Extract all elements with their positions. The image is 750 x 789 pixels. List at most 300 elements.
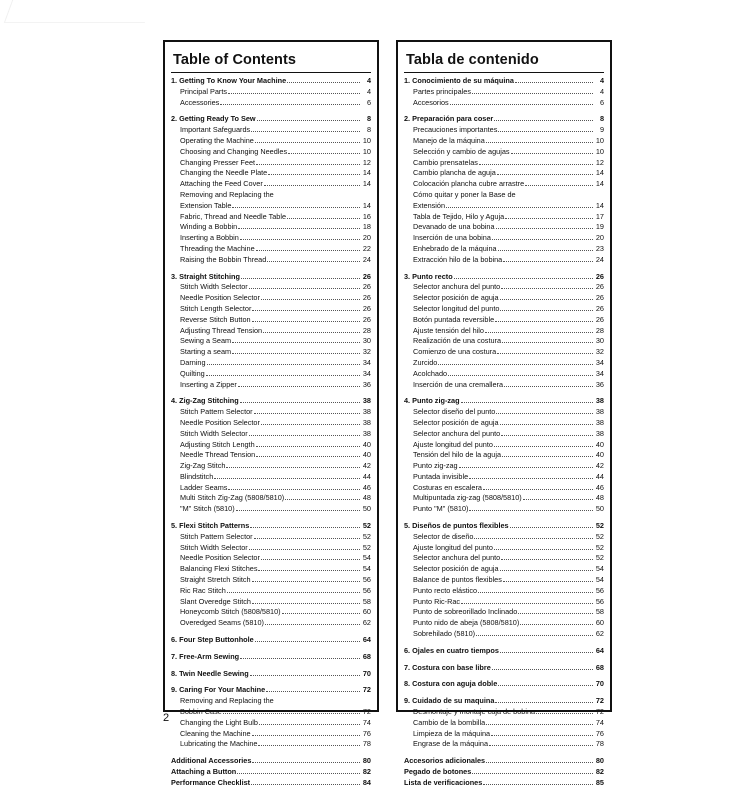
entry-label: Punto Ric-Rac bbox=[413, 596, 461, 606]
dot-leader bbox=[446, 206, 593, 208]
entry-page-number: 14 bbox=[595, 200, 604, 210]
entry-page-number: 76 bbox=[595, 728, 604, 738]
toc-entry bbox=[404, 440, 604, 451]
toc-section-entry bbox=[171, 652, 371, 663]
dot-leader bbox=[496, 227, 593, 229]
entry-page-number: 38 bbox=[595, 396, 604, 406]
entry-label: Punto de sobreorillado Inclinado bbox=[413, 607, 518, 617]
toc-entry bbox=[171, 222, 371, 233]
dot-leader bbox=[500, 423, 593, 425]
toc-section-entry bbox=[171, 272, 371, 283]
entry-page-number: 26 bbox=[595, 271, 604, 281]
dot-leader bbox=[450, 103, 593, 105]
toc-entry bbox=[171, 233, 371, 244]
dot-leader bbox=[268, 173, 360, 175]
entry-page-number: 54 bbox=[362, 553, 371, 563]
entry-page-number: 68 bbox=[595, 662, 604, 672]
dot-leader bbox=[494, 548, 593, 550]
dot-leader bbox=[472, 92, 593, 94]
entry-page-number: 85 bbox=[595, 777, 604, 787]
entry-label: 9. Cuidado de su maquina bbox=[404, 696, 495, 706]
scan-corner-mark bbox=[4, 0, 153, 23]
dot-leader bbox=[261, 423, 360, 425]
toc-entry bbox=[171, 326, 371, 337]
entry-label: Enhebrado de la máquina bbox=[413, 243, 497, 253]
title-divider bbox=[404, 72, 604, 73]
dot-leader bbox=[501, 558, 593, 560]
dot-leader bbox=[238, 385, 360, 387]
dot-leader bbox=[240, 657, 360, 659]
toc-entry bbox=[171, 212, 371, 223]
toc-section-entry bbox=[404, 396, 604, 407]
entry-label: Stitch Width Selector bbox=[180, 542, 248, 552]
toc-entry bbox=[171, 718, 371, 729]
entry-page-number: 28 bbox=[362, 325, 371, 335]
toc-entry bbox=[404, 429, 604, 440]
entry-label: Puntada invisible bbox=[413, 471, 469, 481]
entry-page-number: 80 bbox=[595, 756, 604, 766]
dot-leader bbox=[525, 184, 593, 186]
toc-section-entry bbox=[404, 679, 604, 690]
entry-label: Stitch Pattern Selector bbox=[180, 531, 253, 541]
entry-page-number: 84 bbox=[362, 777, 371, 787]
entry-page-number: 52 bbox=[595, 531, 604, 541]
dot-leader bbox=[504, 385, 593, 387]
entry-page-number: 40 bbox=[362, 450, 371, 460]
toc-entry bbox=[171, 729, 371, 740]
entry-page-number: 44 bbox=[362, 471, 371, 481]
entry-label: Accessories bbox=[180, 97, 220, 107]
dot-leader bbox=[256, 455, 360, 457]
toc-entry bbox=[171, 564, 371, 575]
entry-page-number: 23 bbox=[595, 243, 604, 253]
dot-leader bbox=[486, 141, 593, 143]
toc-entry bbox=[404, 212, 604, 223]
entry-page-number: 52 bbox=[595, 542, 604, 552]
dot-leader bbox=[232, 341, 360, 343]
entry-label: Ric Rac Stitch bbox=[180, 585, 226, 595]
toc-entry bbox=[404, 304, 604, 315]
dot-leader bbox=[250, 674, 360, 676]
dot-leader bbox=[486, 761, 593, 763]
toc-entry bbox=[171, 472, 371, 483]
entry-page-number: 40 bbox=[362, 439, 371, 449]
entry-label: Inserción de una cremallera bbox=[413, 379, 504, 389]
entry-label: Cambio prensatelas bbox=[413, 157, 478, 167]
entry-page-number: 72 bbox=[595, 696, 604, 706]
toc-entry bbox=[404, 607, 604, 618]
entry-label: Sobrehilado (5810) bbox=[413, 629, 476, 639]
dot-leader bbox=[495, 701, 593, 703]
toc-entry bbox=[404, 575, 604, 586]
toc-entry bbox=[404, 739, 604, 750]
entry-label: Multi Stitch Zig-Zag (5808/5810) bbox=[180, 493, 285, 503]
toc-section-entry bbox=[404, 521, 604, 532]
toc-entry bbox=[404, 380, 604, 391]
entry-label: Balance de puntos flexibles bbox=[413, 575, 502, 585]
toc-entry bbox=[171, 168, 371, 179]
dot-leader bbox=[498, 249, 593, 251]
toc-entry bbox=[171, 358, 371, 369]
entry-page-number: 52 bbox=[595, 521, 604, 531]
toc-entry bbox=[404, 553, 604, 564]
title-divider bbox=[171, 72, 371, 73]
entry-page-number: 54 bbox=[362, 564, 371, 574]
entry-label: Fabric, Thread and Needle Table bbox=[180, 211, 287, 221]
toc-section-entry bbox=[404, 767, 604, 778]
entry-page-number: 64 bbox=[362, 635, 371, 645]
toc-entry bbox=[171, 440, 371, 451]
entry-label: Selector diseño del punto bbox=[413, 407, 496, 417]
entry-label: Colocación plancha cubre arrastre bbox=[413, 179, 525, 189]
entry-label: Straight Stretch Stitch bbox=[180, 575, 251, 585]
entry-label: Lubricating the Machine bbox=[180, 739, 258, 749]
dot-leader bbox=[252, 320, 360, 322]
dot-leader bbox=[255, 141, 360, 143]
dot-leader bbox=[438, 363, 593, 365]
toc-section-entry bbox=[171, 669, 371, 680]
entry-label: 2. Preparación para coser bbox=[404, 114, 494, 124]
dot-leader bbox=[264, 184, 360, 186]
entry-label: Adjusting Stitch Length bbox=[180, 439, 255, 449]
entry-page-number: 44 bbox=[595, 471, 604, 481]
dot-leader bbox=[498, 684, 593, 686]
toc-entry bbox=[171, 125, 371, 136]
entry-label: Extension Table bbox=[180, 200, 232, 210]
dot-leader bbox=[251, 130, 360, 132]
dot-leader bbox=[238, 227, 360, 229]
entry-label: Darning bbox=[180, 357, 206, 367]
entry-page-number: 14 bbox=[362, 168, 371, 178]
entry-page-number: 46 bbox=[595, 482, 604, 492]
toc-entry bbox=[171, 304, 371, 315]
dot-leader bbox=[265, 623, 360, 625]
dot-leader bbox=[520, 623, 593, 625]
entry-label: 4. Punto zig-zag bbox=[404, 396, 460, 406]
dot-leader bbox=[254, 537, 360, 539]
entry-page-number: 38 bbox=[595, 417, 604, 427]
toc-entry bbox=[404, 504, 604, 515]
toc-section-entry bbox=[404, 272, 604, 283]
entry-label: Sewing a Seam bbox=[180, 336, 232, 346]
dot-leader bbox=[226, 466, 360, 468]
toc-section-entry bbox=[404, 696, 604, 707]
entry-page-number: 14 bbox=[362, 200, 371, 210]
entry-page-number: 14 bbox=[362, 179, 371, 189]
dot-leader bbox=[501, 287, 593, 289]
entry-page-number: 36 bbox=[362, 379, 371, 389]
dot-leader bbox=[285, 498, 360, 500]
dot-leader bbox=[252, 602, 360, 604]
entry-page-number: 68 bbox=[362, 651, 371, 661]
dot-leader bbox=[220, 103, 360, 105]
dot-leader bbox=[228, 488, 360, 490]
dot-leader bbox=[483, 488, 593, 490]
entry-page-number: 14 bbox=[595, 179, 604, 189]
entry-page-number: 72 bbox=[362, 685, 371, 695]
entry-page-number: 4 bbox=[366, 86, 371, 96]
entry-label: Precauciones importantes bbox=[413, 125, 498, 135]
entry-label: Ajuste longitud del punto bbox=[413, 439, 493, 449]
toc-entry bbox=[404, 369, 604, 380]
toc-entry bbox=[171, 336, 371, 347]
entry-page-number: 10 bbox=[595, 135, 604, 145]
entry-label: Cambio de la bombilla bbox=[413, 717, 486, 727]
entry-label: Winding a Bobbin bbox=[180, 222, 238, 232]
entry-page-number: 40 bbox=[595, 450, 604, 460]
entry-label: 4. Zig-Zag Stitching bbox=[171, 396, 239, 406]
toc-entry bbox=[171, 407, 371, 418]
dot-leader bbox=[287, 81, 360, 83]
toc-entry bbox=[404, 233, 604, 244]
entry-page-number: 24 bbox=[595, 254, 604, 264]
entry-page-number: 70 bbox=[595, 679, 604, 689]
toc-section-entry bbox=[171, 114, 371, 125]
entry-label: Ladder Seams bbox=[180, 482, 228, 492]
entry-page-number: 17 bbox=[595, 211, 604, 221]
dot-leader bbox=[267, 260, 360, 262]
entry-page-number: 48 bbox=[595, 493, 604, 503]
toc-entry bbox=[404, 707, 604, 718]
entry-label: 8. Twin Needle Sewing bbox=[171, 668, 249, 678]
entry-page-number: 14 bbox=[595, 168, 604, 178]
dot-leader bbox=[491, 734, 593, 736]
dot-leader bbox=[515, 81, 593, 83]
entry-page-number: 34 bbox=[362, 357, 371, 367]
toc-entry bbox=[404, 483, 604, 494]
entry-page-number: 34 bbox=[362, 368, 371, 378]
entry-label: Slant Overedge Stitch bbox=[180, 596, 251, 606]
toc-section-entry bbox=[404, 756, 604, 767]
toc-entry bbox=[404, 255, 604, 266]
toc-entry bbox=[171, 136, 371, 147]
entry-page-number: 36 bbox=[595, 379, 604, 389]
toc-entry bbox=[404, 461, 604, 472]
toc-entry bbox=[404, 358, 604, 369]
toc-entry bbox=[171, 347, 371, 358]
entry-page-number: 38 bbox=[362, 417, 371, 427]
toc-panel-english bbox=[163, 40, 379, 787]
entry-page-number: 82 bbox=[362, 767, 371, 777]
dot-leader bbox=[249, 434, 360, 436]
dot-leader bbox=[518, 612, 593, 614]
dot-leader bbox=[469, 509, 593, 511]
entry-label: Multipuntada zig-zag (5808/5810) bbox=[413, 493, 522, 503]
dot-leader bbox=[461, 602, 593, 604]
toc-entry bbox=[171, 315, 371, 326]
toc-entry bbox=[404, 597, 604, 608]
entry-label: Engrase de la máquina bbox=[413, 739, 489, 749]
dot-leader bbox=[206, 374, 360, 376]
entry-page-number: 32 bbox=[362, 347, 371, 357]
toc-entry bbox=[171, 504, 371, 515]
toc-entry bbox=[171, 380, 371, 391]
toc-entry bbox=[171, 147, 371, 158]
dot-leader bbox=[536, 712, 593, 714]
toc-entry bbox=[171, 87, 371, 98]
dot-leader bbox=[261, 298, 360, 300]
dot-leader bbox=[228, 92, 360, 94]
dot-leader bbox=[207, 363, 360, 365]
entry-page-number: 12 bbox=[362, 157, 371, 167]
entry-page-number: 42 bbox=[595, 461, 604, 471]
dot-leader bbox=[500, 298, 593, 300]
toc-entry bbox=[171, 429, 371, 440]
entry-label: Tensión del hilo de la aguja bbox=[413, 450, 502, 460]
entry-page-number: 74 bbox=[362, 717, 371, 727]
toc-entry bbox=[171, 553, 371, 564]
dot-leader bbox=[254, 412, 360, 414]
entry-page-number: 26 bbox=[362, 303, 371, 313]
dot-leader bbox=[472, 772, 593, 774]
toc-entry bbox=[171, 158, 371, 169]
entry-page-number: 60 bbox=[595, 618, 604, 628]
entry-label: 8. Costura con aguja doble bbox=[404, 679, 498, 689]
dot-leader bbox=[251, 783, 360, 785]
entry-label: Selector anchura del punto bbox=[413, 282, 501, 292]
entry-page-number: 30 bbox=[595, 336, 604, 346]
dot-leader bbox=[232, 352, 360, 354]
toc-entry bbox=[171, 483, 371, 494]
dot-leader bbox=[497, 173, 593, 175]
toc-entry bbox=[404, 244, 604, 255]
dot-leader bbox=[259, 723, 360, 725]
entry-page-number: 38 bbox=[362, 428, 371, 438]
entry-page-number: 56 bbox=[362, 575, 371, 585]
dot-leader bbox=[448, 374, 593, 376]
entry-page-number: 78 bbox=[595, 739, 604, 749]
dot-leader bbox=[492, 238, 593, 240]
entry-page-number: 74 bbox=[595, 717, 604, 727]
entry-page-number: 72 bbox=[362, 707, 371, 717]
dot-leader bbox=[257, 119, 360, 121]
toc-entry bbox=[404, 87, 604, 98]
entry-label: Devanado de una bobina bbox=[413, 222, 495, 232]
entry-label: Stitch Width Selector bbox=[180, 428, 248, 438]
entry-page-number: 38 bbox=[595, 407, 604, 417]
entry-page-number: 76 bbox=[362, 728, 371, 738]
entry-page-number: 26 bbox=[362, 282, 371, 292]
entry-label: Operating the Machine bbox=[180, 135, 254, 145]
entry-label: Accesorios adicionales bbox=[404, 756, 486, 766]
toc-entry bbox=[171, 618, 371, 629]
toc-entry bbox=[171, 696, 371, 707]
entry-label: Punto zig-zag bbox=[413, 461, 458, 471]
entry-label: Changing the Needle Plate bbox=[180, 168, 268, 178]
entry-label: Removing and Replacing the bbox=[180, 696, 274, 706]
toc-entry bbox=[171, 607, 371, 618]
toc-entry bbox=[171, 575, 371, 586]
dot-leader bbox=[505, 217, 593, 219]
entry-label: Raising the Bobbin Thread bbox=[180, 254, 267, 264]
dot-leader bbox=[223, 712, 360, 714]
entry-page-number: 56 bbox=[362, 585, 371, 595]
dot-leader bbox=[256, 163, 360, 165]
entry-label: 6. Ojales en cuatro tiempos bbox=[404, 645, 499, 655]
toc-entry bbox=[404, 168, 604, 179]
entry-label: Botón puntada reversible bbox=[413, 314, 495, 324]
entry-label: Punto "M" (5810) bbox=[413, 504, 469, 514]
dot-leader bbox=[500, 569, 593, 571]
toc-entry bbox=[404, 190, 604, 201]
dot-leader bbox=[249, 548, 360, 550]
toc-entry bbox=[404, 293, 604, 304]
entry-label: Extracción hilo de la bobina bbox=[413, 254, 503, 264]
toc-section-entry bbox=[171, 396, 371, 407]
toc-entry bbox=[171, 586, 371, 597]
entry-page-number: 56 bbox=[595, 596, 604, 606]
entry-label: 5. Flexi Stitch Patterns bbox=[171, 521, 250, 531]
dot-leader bbox=[492, 668, 593, 670]
dot-leader bbox=[240, 401, 360, 403]
entry-page-number: 58 bbox=[595, 607, 604, 617]
dot-leader bbox=[489, 744, 593, 746]
toc-entry bbox=[404, 222, 604, 233]
entry-label: Tabla de Tejido, Hilo y Aguja bbox=[413, 211, 505, 221]
dot-leader bbox=[252, 734, 360, 736]
entry-page-number: 16 bbox=[362, 211, 371, 221]
entry-label: Stitch Width Selector bbox=[180, 282, 248, 292]
dot-leader bbox=[476, 634, 593, 636]
entry-label: Adjusting Thread Tension bbox=[180, 325, 263, 335]
entry-page-number: 4 bbox=[366, 76, 371, 85]
entry-label: Choosing and Changing Needles bbox=[180, 146, 288, 156]
entry-label: 1. Conocimiento de su máquina bbox=[404, 76, 514, 85]
entry-page-number: 26 bbox=[362, 314, 371, 324]
entry-page-number: 26 bbox=[595, 303, 604, 313]
entry-page-number: 4 bbox=[599, 86, 604, 96]
dot-leader bbox=[252, 580, 360, 582]
dot-leader bbox=[459, 466, 593, 468]
dot-leader bbox=[511, 152, 593, 154]
entry-label: Overedged Seams (5810) bbox=[180, 618, 264, 628]
dot-leader bbox=[263, 331, 360, 333]
entry-label: Honeycomb Stitch (5808/5810) bbox=[180, 607, 281, 617]
dot-leader bbox=[255, 640, 360, 642]
entry-page-number: 8 bbox=[366, 114, 371, 124]
dot-leader bbox=[486, 723, 593, 725]
entry-label: Ajuste tensión del hilo bbox=[413, 325, 484, 335]
entry-page-number: 8 bbox=[366, 125, 371, 135]
entry-label: Punto recto elástico bbox=[413, 585, 478, 595]
entry-label: Selector anchura del punto bbox=[413, 553, 501, 563]
entry-page-number: 20 bbox=[362, 233, 371, 243]
toc-entry bbox=[171, 597, 371, 608]
dot-leader bbox=[501, 434, 593, 436]
entry-label: Ajuste longitud del punto bbox=[413, 542, 493, 552]
entry-page-number: 64 bbox=[595, 645, 604, 655]
entry-label: Selector de diseño bbox=[413, 531, 474, 541]
toc-entry bbox=[404, 158, 604, 169]
entry-label: "M" Stitch (5810) bbox=[180, 504, 235, 514]
entry-page-number: 62 bbox=[362, 618, 371, 628]
entry-page-number: 70 bbox=[362, 668, 371, 678]
entry-label: Cómo quitar y poner la Base de bbox=[413, 189, 516, 199]
dot-leader bbox=[500, 651, 593, 653]
entry-label: Acolchado bbox=[413, 368, 448, 378]
dot-leader bbox=[282, 612, 360, 614]
entry-page-number: 72 bbox=[595, 707, 604, 717]
entry-label: Inserción de una bobina bbox=[413, 233, 491, 243]
toc-entry bbox=[404, 618, 604, 629]
dot-leader bbox=[232, 206, 360, 208]
entry-page-number: 9 bbox=[599, 125, 604, 135]
entry-page-number: 80 bbox=[362, 756, 371, 766]
entry-page-number: 62 bbox=[595, 629, 604, 639]
entry-label: Needle Position Selector bbox=[180, 417, 260, 427]
dot-leader bbox=[258, 569, 360, 571]
dot-leader bbox=[237, 772, 360, 774]
